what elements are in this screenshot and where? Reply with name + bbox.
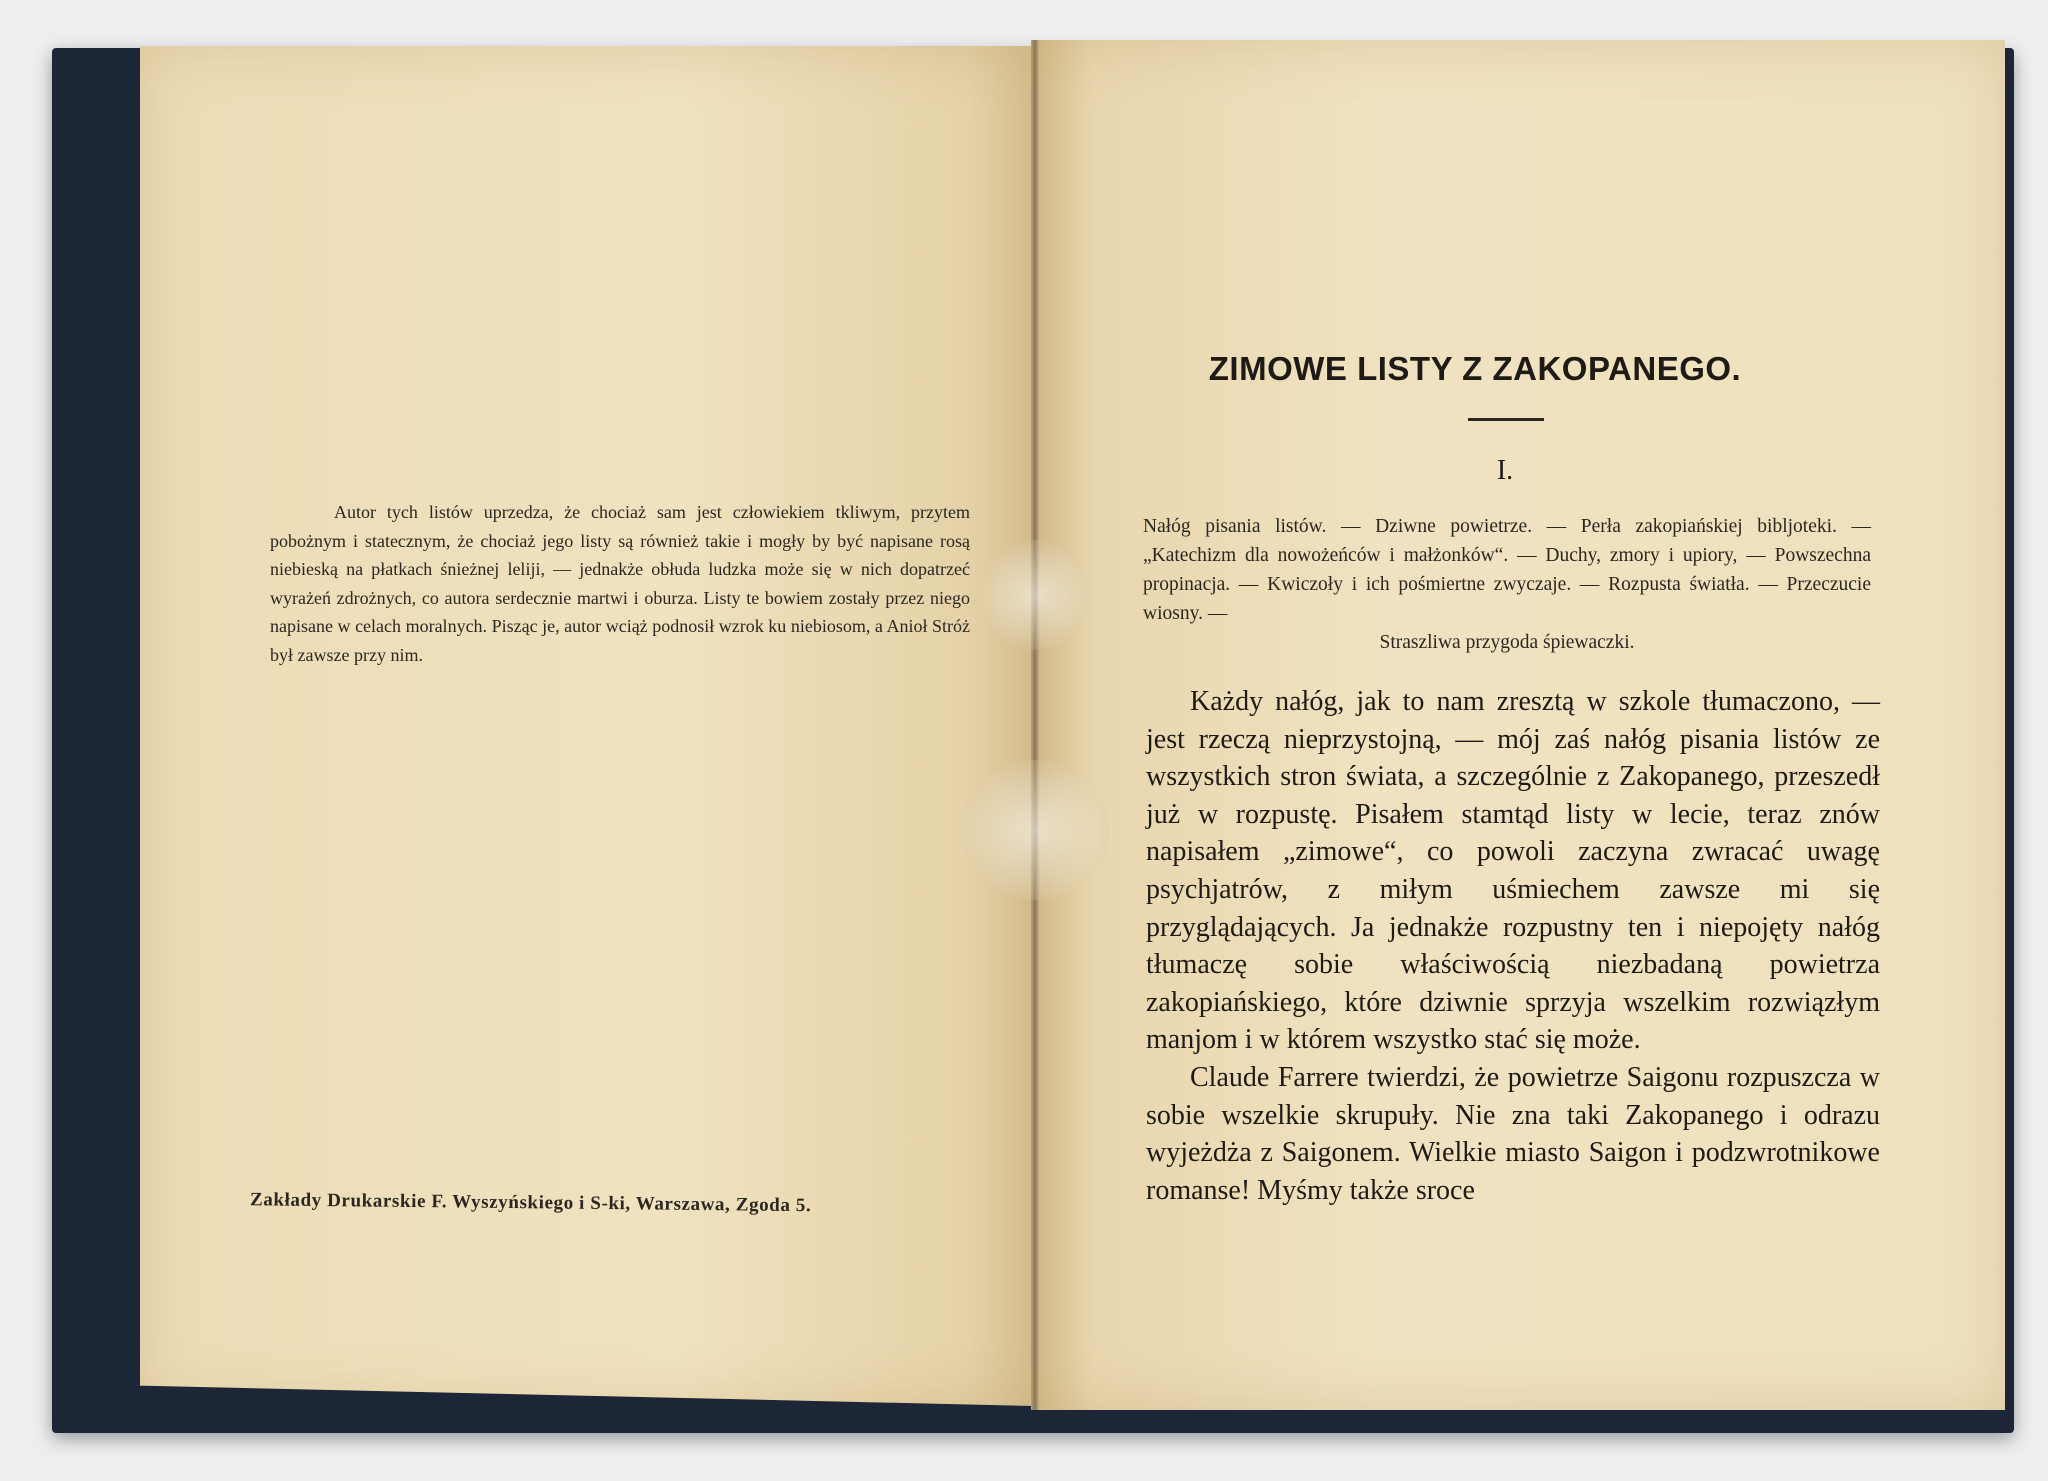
chapter-title: ZIMOWE LISTY Z ZAKOPANEGO. xyxy=(1208,350,1742,387)
body-paragraph-2: Claude Farrere twierdzi, że powietrze Saigonu rozpuszcza w sobie wszelkie skrupuły. Nie zna taki Zakopanego i odrazu wyjeżdża z Saigonem. Wielkie miasto Saigon i podzwrotnikowe romanse! Myśmy także sroce xyxy=(1146,1061,1880,1206)
summary-text: Nałóg pisania listów. — Dziwne powietrze. — Perła zakopiańskiej bibljoteki. — „Katechizm dla nowożeńców i małżonków“. — Duchy, zmory i upiory, — Powszechna propinacja. — Kwiczoły i ich pośmiertne zwyczaje. — Rozpusta światła. — Przeczucie wiosny. — xyxy=(1143,516,1871,624)
preface-paragraph: Autor tych listów uprzedza, że chociaż sam jest człowiekiem tkliwym, przytem pobożnym i statecznym, że chociaż jego listy są również takie i mogły by być napisane rosą niebieską na płatkach śnieżnej leliji, — jednakże obłuda ludzka może się w nich dopatrzeć wyrażeń zdrożnych, co autora serdecznie martwi i oburza. Listy te bowiem zostały przez niego napisane w celach moralnych. Pisząc je, autor wciąż podnosił wzrok ku niebiosom, a Anioł Stróż był zawsze przy nim. xyxy=(270,502,970,665)
summary-last-line: Straszliwa przygoda śpiewaczki. xyxy=(1379,632,1635,653)
paper-stain xyxy=(980,540,1090,650)
preface-text xyxy=(270,498,970,669)
book-gutter xyxy=(1031,40,1039,1410)
printer-imprint: Zakłady Drukarskie F. Wyszyńskiego i S-ki, Warszawa, Zgoda 5. xyxy=(249,1189,812,1217)
paper-stain xyxy=(960,760,1110,900)
body-paragraph-1: Każdy nałóg, jak to nam zresztą w szkole tłumaczono, — jest rzeczą nieprzystojną, — mój zaś nałóg pisania listów ze wszystkich stron świata, a szczególnie z Zakopanego, przeszedł już w rozpustę. Pisałem stamtąd listy w lecie, teraz znów napisałem „zimowe“, co powoli zaczyna zwracać uwagę psychjatrów, z miłym uśmiechem zawsze mi się przyglądających. Ja jednakże rozpustny ten i niepojęty nałóg tłumaczę sobie właściwością niezbadaną powietrza zakopiańskiego, które dziwnie sprzyja wszelkim rozwiązłym manjom i w którem wszystko stać się może. xyxy=(1146,686,1880,1056)
title-rule xyxy=(1468,418,1544,421)
chapter-numeral: I. xyxy=(1496,455,1514,486)
chapter-summary xyxy=(1143,512,1871,657)
chapter-body xyxy=(1146,683,1880,1209)
